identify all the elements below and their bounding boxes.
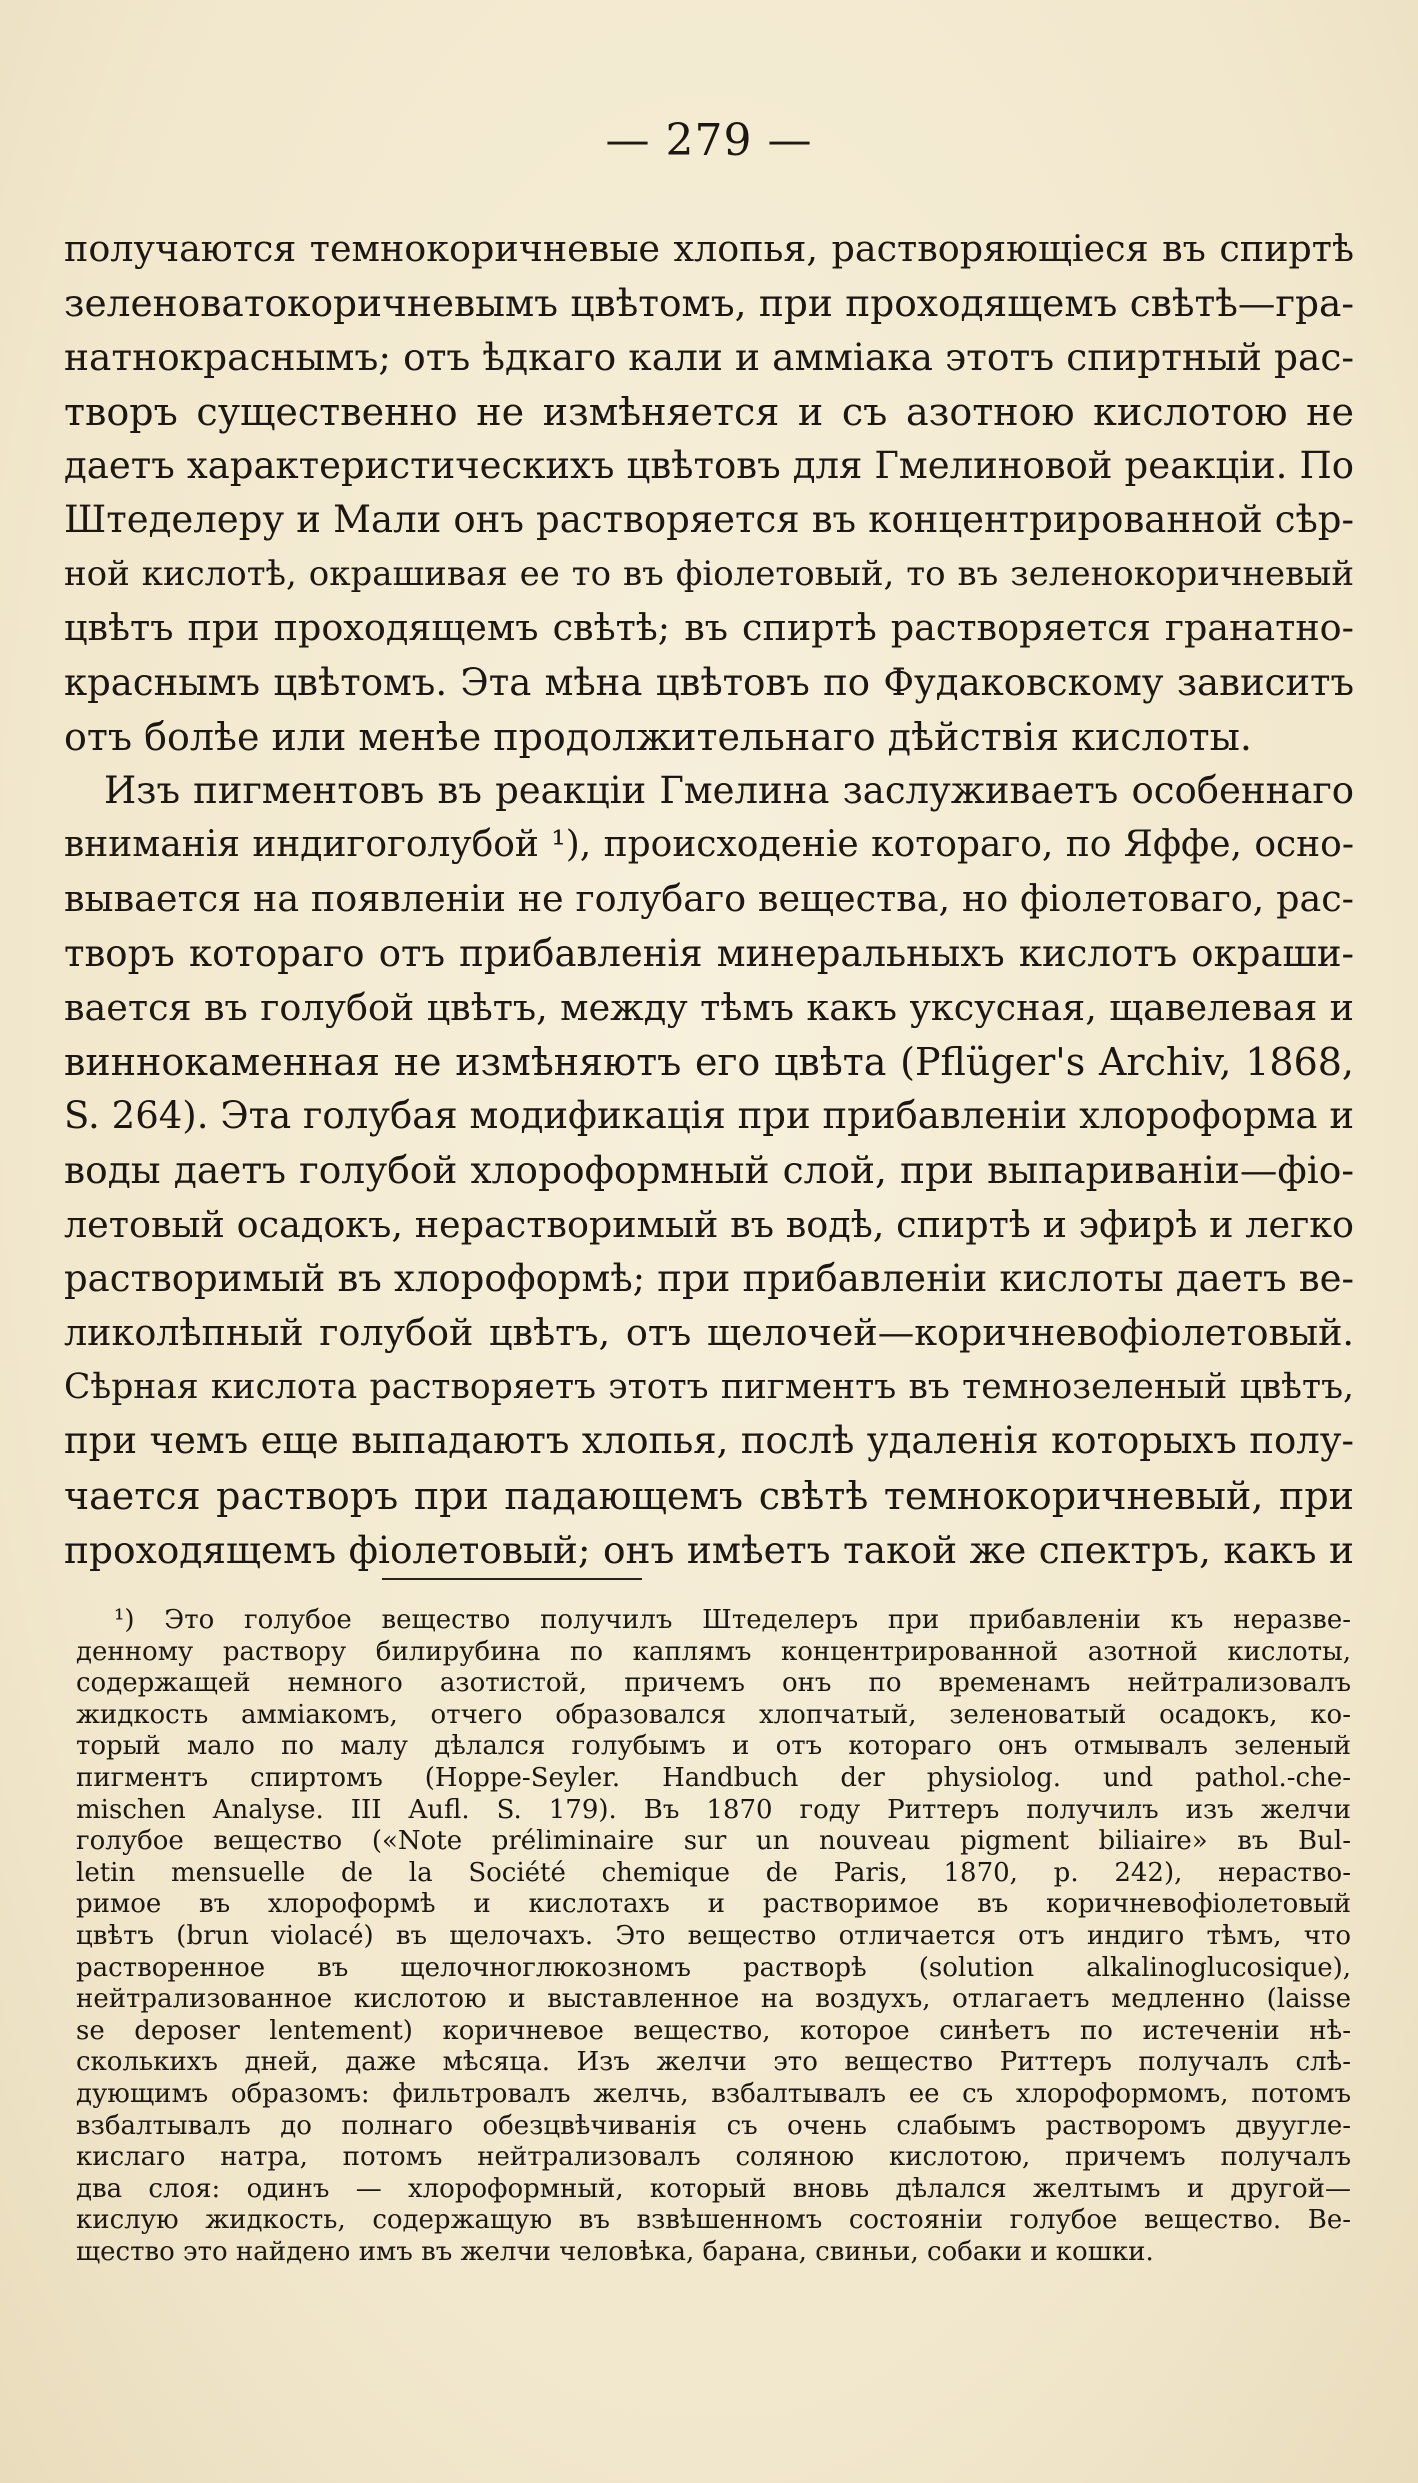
footnote-line: mischen Analyse. III Aufl. S. 179). Въ 1870 году Риттеръ получилъ изъ желчи [76,1794,1351,1825]
main-text [64,222,1354,1577]
footnote-divider [382,1578,642,1580]
footnote-line: щество это найдено имъ въ желчи человѣка, барана, свиньи, собаки и кошки. [76,2236,1154,2267]
body-line: воды даетъ голубой хлороформный слой, при выпариваніи—фіо- [64,1148,1354,1193]
footnote-line: letin mensuelle de la Société chemique de Paris, 1870, p. 242), нераство- [76,1857,1351,1888]
body-line: творъ существенно не измѣняется и съ азотною кислотою не [64,389,1354,434]
body-line: натнокраснымъ; отъ ѣдкаго кали и амміака этотъ спиртный рас- [64,335,1354,380]
footnote-line: жидкость амміакомъ, отчего образовался хлопчатый, зеленоватый осадокъ, ко- [76,1699,1351,1730]
footnote-line: кислаго натра, потомъ нейтрализовалъ соляною кислотою, причемъ получалъ [76,2142,1351,2173]
body-line: получаются темнокоричневые хлопья, растворяющіеся въ спиртѣ [64,227,1354,270]
footnote [76,1605,1351,2268]
footnote-line: пигментъ спиртомъ (Hoppe-Seyler. Handbuch der physiolog. und pathol.-che- [76,1762,1351,1793]
body-line: зеленоватокоричневымъ цвѣтомъ, при проходящемъ свѣтѣ—гра- [64,281,1354,326]
body-line: цвѣтъ при проходящемъ свѣтѣ; въ спиртѣ растворяется гранатно- [64,606,1354,650]
body-line: отъ болѣе или менѣе продолжительнаго дѣйствія кислоты. [64,714,1252,759]
footnote-line: цвѣтъ (brun violacé) въ щелочахъ. Это вещество отличается отъ индиго тѣмъ, что [76,1920,1351,1951]
body-line: вывается на появленіи не голубаго вещества, но фіолетоваго, рас- [64,877,1354,921]
body-line: S. 264). Эта голубая модификація при прибавленіи хлороформа и [64,1094,1354,1138]
body-line: виннокаменная не измѣняютъ его цвѣта (Pflüger's Archiv, 1868, [64,1040,1354,1085]
body-line: краснымъ цвѣтомъ. Эта мѣна цвѣтовъ по Фудаковскому зависитъ [64,660,1354,704]
footnote-line: денному раствору билирубина по каплямъ концентрированной азотной кислоты, [76,1636,1351,1667]
body-line: при чемъ еще выпадаютъ хлопья, послѣ удаленія которыхъ полу- [64,1419,1354,1463]
body-line: чается растворъ при падающемъ свѣтѣ темнокоричневый, при [64,1473,1354,1518]
footnote-line: сколькихъ дней, даже мѣсяца. Изъ желчи это вещество Риттеръ получалъ слѣ- [76,2047,1351,2078]
body-line: проходящемъ фіолетовый; онъ имѣетъ такой же спектръ, какъ и [64,1527,1354,1572]
footnote-line: взбалтывалъ до полнаго обезцвѣчиванія съ очень слабымъ растворомъ двуугле- [76,2110,1351,2141]
page-number: — 279 — [605,115,813,166]
body-line: ликолѣпный голубой цвѣтъ, отъ щелочей—коричневофіолетовый. [64,1311,1354,1355]
footnote-line: ¹) Это голубое вещество получилъ Штеделеръ при прибавленіи къ неразве- [114,1605,1351,1635]
body-line: Сѣрная кислота растворяетъ этотъ пигментъ въ темнозеленый цвѣтъ, [64,1367,1354,1408]
body-line: растворимый въ хлороформѣ; при прибавленіи кислоты даетъ ве- [64,1256,1354,1300]
footnote-line: содержащей немного азотистой, причемъ онъ по временамъ нейтрализовалъ [76,1668,1351,1699]
body-line: вается въ голубой цвѣтъ, между тѣмъ какъ уксусная, щавелевая и [64,985,1354,1029]
footnote-line: se deposer lentement) коричневое вещество, которое синѣетъ по истеченіи нѣ- [76,2015,1351,2046]
footnote-line: голубое вещество («Note préliminaire sur un nouveau pigment biliaire» въ Bul- [76,1826,1351,1857]
footnote-line: растворенное въ щелочноглюкозномъ растворѣ (solution alkalinoglucosique), [76,1952,1351,1983]
body-line: творъ котораго отъ прибавленія минеральныхъ кислотъ окраши- [64,931,1354,975]
body-line-paragraph-start: Изъ пигментовъ въ реакціи Гмелина заслуживаетъ особеннаго [104,769,1354,813]
footnote-line: торый мало по малу дѣлался голубымъ и отъ котораго онъ отмывалъ зеленый [76,1731,1351,1762]
body-line: даетъ характеристическихъ цвѣтовъ для Гмелиновой реакціи. По [64,443,1354,487]
footnote-line: нейтрализованное кислотою и выставленное на воздухъ, отлагаетъ медленно (laisse [76,1984,1351,2015]
body-line: Штеделеру и Мали онъ растворяется въ концентрированной сѣр- [64,498,1354,542]
footnote-line: два слоя: одинъ — хлороформный, который вновь дѣлался желтымъ и другой— [76,2173,1351,2204]
footnote-line: римое въ хлороформѣ и кислотахъ и растворимое въ коричневофіолетовый [76,1889,1351,1920]
body-line: вниманія индигоголубой ¹), происходеніе котораго, по Яффе, осно- [64,824,1354,866]
body-line: летовый осадокъ, нерастворимый въ водѣ, спиртѣ и эфирѣ и легко [64,1202,1354,1246]
body-line: ной кислотѣ, окрашивая ее то въ фіолетовый, то въ зеленокоричневый [64,554,1354,595]
footnote-line: дующимъ образомъ: фильтровалъ желчь, взбалтывалъ ее съ хлороформомъ, потомъ [76,2078,1351,2109]
footnote-line: кислую жидкость, содержащую въ взвѣшенномъ состояніи голубое вещество. Ве- [76,2205,1351,2236]
